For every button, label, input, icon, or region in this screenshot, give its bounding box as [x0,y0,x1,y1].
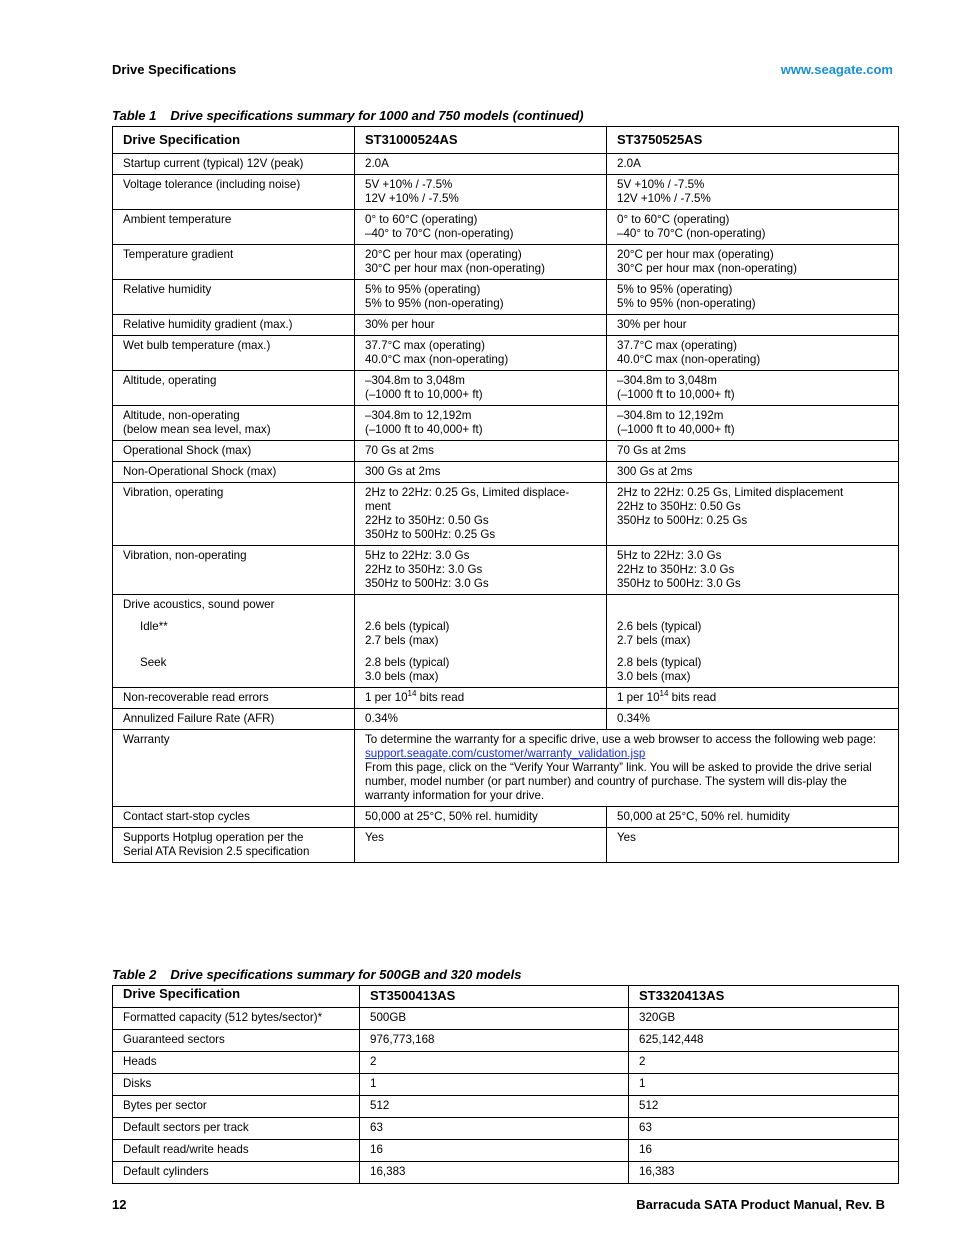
cell-line: 30°C per hour max (non-operating) [365,262,545,275]
cell-value [355,546,607,595]
row-label: Non-Operational Shock (max) [113,462,355,483]
cell-text: bits read [668,691,717,704]
cell-text: bits read [416,691,465,704]
table-row [113,1140,899,1162]
table-row [113,595,899,688]
cell-line: Supports Hotplug operation per the [123,831,304,844]
table-row [113,336,899,371]
cell-line: 22Hz to 350Hz: 3.0 Gs [365,563,483,576]
cell-value: Yes [355,828,607,863]
cell-line: 20°C per hour max (operating) [617,248,774,261]
warranty-text [355,730,899,807]
table-row [113,406,899,441]
cell-line: 2.6 bels (typical) [365,620,450,633]
cell-text: To determine the warranty for a specific drive, use a web browser to access the following web page: [365,733,877,746]
cell-value [355,175,607,210]
column-header: ST3500413AS [360,986,629,1008]
cell-line: (–1000 ft to 40,000+ ft) [617,423,735,436]
cell-text: 1 per 10 [617,691,660,704]
column-header: ST3750525AS [607,127,899,154]
cell-line: 5% to 95% (operating) [365,283,481,296]
row-label [113,406,355,441]
cell-line: 30°C per hour max (non-operating) [617,262,797,275]
cell-value: 16,383 [360,1162,629,1184]
cell-value: 1 [629,1074,899,1096]
exponent: 14 [659,689,669,699]
cell-value [607,483,899,546]
table-row [113,371,899,406]
row-label: Operational Shock (max) [113,441,355,462]
table1 [112,126,899,863]
table-row [113,828,899,863]
cell-line: Idle** [140,620,168,633]
table-row [113,462,899,483]
cell-value: 300 Gs at 2ms [355,462,607,483]
cell-value: 512 [360,1096,629,1118]
row-label: Contact start-stop cycles [113,807,355,828]
cell-value: 30% per hour [607,315,899,336]
table-row [113,441,899,462]
document-title: Barracuda SATA Product Manual, Rev. B [636,1197,885,1212]
row-label: Bytes per sector [113,1096,360,1118]
page-number: 12 [112,1197,127,1212]
cell-value [607,595,899,688]
cell-line: 2.7 bels (max) [365,634,439,647]
cell-value: 0.34% [607,709,899,730]
table-row [113,709,899,730]
column-header: Drive Specification [113,127,355,154]
row-label: Disks [113,1074,360,1096]
cell-line: (–1000 ft to 40,000+ ft) [365,423,483,436]
cell-value: 2 [629,1052,899,1074]
cell-line: Altitude, non-operating [123,409,240,422]
cell-line: (–1000 ft to 10,000+ ft) [617,388,735,401]
cell-line: (–1000 ft to 10,000+ ft) [365,388,483,401]
cell-line: –304.8m to 12,192m [365,409,472,422]
cell-line: 350Hz to 500Hz: 0.25 Gs [617,514,748,527]
cell-value: 512 [629,1096,899,1118]
warranty-paragraph: From this page, click on the “Verify Your Warranty” link. You will be asked to provide the drive serial number, model number (or part number) and country of purchase. The system will dis-play the warranty information for your drive. [365,761,872,802]
table-row [113,175,899,210]
cell-value: 70 Gs at 2ms [607,441,899,462]
row-label: Default read/write heads [113,1140,360,1162]
cell-line: 5V +10% / -7.5% [617,178,705,191]
table1-number: Table 1 [112,108,157,123]
table-row [113,1008,899,1030]
table1-caption [112,108,584,123]
cell-text: 1 per 10 [365,691,408,704]
table-row [113,210,899,245]
row-label: Non-recoverable read errors [113,688,355,709]
table-row [113,688,899,709]
row-label: Ambient temperature [113,210,355,245]
warranty-paragraph [365,733,888,761]
column-header: ST3320413AS [629,986,899,1008]
cell-value: 16 [629,1140,899,1162]
table2-body [113,1008,899,1184]
cell-line: 22Hz to 350Hz: 3.0 Gs [617,563,735,576]
table-row [113,1052,899,1074]
warranty-link[interactable]: support.seagate.com/customer/warranty_validation.jsp [365,747,646,760]
cell-line: 2Hz to 22Hz: 0.25 Gs, Limited displace- [365,486,570,499]
cell-value: 2.0A [355,154,607,175]
cell-value: 63 [629,1118,899,1140]
cell-value: 30% per hour [355,315,607,336]
cell-line: (below mean sea level, max) [123,423,271,436]
cell-value [355,595,607,688]
cell-value: 2 [360,1052,629,1074]
table-row [113,154,899,175]
table2-title: Drive specifications summary for 500GB and 320 models [170,967,522,982]
cell-value: 50,000 at 25°C, 50% rel. humidity [607,807,899,828]
table-row [113,245,899,280]
cell-line: –304.8m to 12,192m [617,409,724,422]
row-label: Temperature gradient [113,245,355,280]
cell-line: –40° to 70°C (non-operating) [617,227,766,240]
table-row [113,807,899,828]
cell-line: 2.8 bels (typical) [365,656,450,669]
table-row [113,1096,899,1118]
cell-line: 3.0 bels (max) [365,670,439,683]
cell-line: 5% to 95% (non-operating) [617,297,756,310]
cell-line: 2.7 bels (max) [617,634,691,647]
cell-value: 70 Gs at 2ms [355,441,607,462]
cell-value: 63 [360,1118,629,1140]
running-header-section: Drive Specifications [112,62,237,77]
row-label: Vibration, operating [113,483,355,546]
row-label: Vibration, non-operating [113,546,355,595]
cell-line: 5V +10% / -7.5% [365,178,453,191]
table-row [113,1118,899,1140]
table1-title: Drive specifications summary for 1000 and 750 models (continued) [170,108,584,123]
cell-value [607,175,899,210]
column-header: Drive Specification [113,986,360,1008]
cell-line: 2Hz to 22Hz: 0.25 Gs, Limited displacement [617,486,844,499]
cell-line: 0° to 60°C (operating) [365,213,478,226]
cell-value [607,210,899,245]
row-label: Voltage tolerance (including noise) [113,175,355,210]
cell-line: ment [365,500,391,513]
cell-line: 350Hz to 500Hz: 0.25 Gs [365,528,496,541]
cell-value [607,245,899,280]
cell-value: 16 [360,1140,629,1162]
cell-line: 40.0°C max (non-operating) [365,353,509,366]
cell-value [355,483,607,546]
table-row [113,1030,899,1052]
cell-value: 320GB [629,1008,899,1030]
table-row [113,730,899,807]
cell-value [607,336,899,371]
row-label: Formatted capacity (512 bytes/sector)* [113,1008,360,1030]
cell-line: Seek [140,656,167,669]
table2 [112,985,899,1184]
cell-value [355,406,607,441]
cell-value [355,245,607,280]
cell-line: 5Hz to 22Hz: 3.0 Gs [365,549,470,562]
running-header-website: www.seagate.com [780,62,893,77]
cell-line: 2.6 bels (typical) [617,620,702,633]
cell-value [355,210,607,245]
cell-value [355,688,607,709]
cell-line: 40.0°C max (non-operating) [617,353,761,366]
row-label: Relative humidity gradient (max.) [113,315,355,336]
cell-line: Drive acoustics, sound power [123,598,275,611]
cell-line: 37.7°C max (operating) [617,339,737,352]
cell-value: 1 [360,1074,629,1096]
row-label [113,828,355,863]
table-row [113,315,899,336]
exponent: 14 [407,689,417,699]
row-label: Wet bulb temperature (max.) [113,336,355,371]
cell-value: 0.34% [355,709,607,730]
table1-header-row [113,127,899,154]
cell-line: 350Hz to 500Hz: 3.0 Gs [617,577,741,590]
cell-line: 5% to 95% (operating) [617,283,733,296]
cell-line: 5Hz to 22Hz: 3.0 Gs [617,549,722,562]
table-row [113,483,899,546]
cell-line: 5% to 95% (non-operating) [365,297,504,310]
row-label: Relative humidity [113,280,355,315]
row-label: Warranty [113,730,355,807]
cell-line: 12V +10% / -7.5% [617,192,711,205]
cell-line: 20°C per hour max (operating) [365,248,522,261]
table-row [113,1074,899,1096]
cell-line: 350Hz to 500Hz: 3.0 Gs [365,577,489,590]
cell-line: –304.8m to 3,048m [365,374,465,387]
table2-number: Table 2 [112,967,157,982]
cell-value [607,371,899,406]
cell-value: 500GB [360,1008,629,1030]
cell-value: Yes [607,828,899,863]
cell-line: –304.8m to 3,048m [617,374,717,387]
cell-line: –40° to 70°C (non-operating) [365,227,514,240]
cell-line: 0° to 60°C (operating) [617,213,730,226]
row-label: Altitude, operating [113,371,355,406]
cell-value: 625,142,448 [629,1030,899,1052]
row-label: Default cylinders [113,1162,360,1184]
row-label: Startup current (typical) 12V (peak) [113,154,355,175]
cell-line: 37.7°C max (operating) [365,339,485,352]
table-row [113,546,899,595]
cell-value [607,406,899,441]
cell-line: 2.8 bels (typical) [617,656,702,669]
cell-value [607,546,899,595]
column-header: ST31000524AS [355,127,607,154]
table2-caption [112,967,521,982]
cell-line: Serial ATA Revision 2.5 specification [123,845,310,858]
cell-value: 300 Gs at 2ms [607,462,899,483]
cell-value [355,280,607,315]
cell-value: 16,383 [629,1162,899,1184]
cell-line: 22Hz to 350Hz: 0.50 Gs [365,514,489,527]
cell-value: 2.0A [607,154,899,175]
row-label [113,595,355,688]
cell-value: 976,773,168 [360,1030,629,1052]
table-row [113,1162,899,1184]
cell-line: 22Hz to 350Hz: 0.50 Gs [617,500,741,513]
cell-value: 50,000 at 25°C, 50% rel. humidity [355,807,607,828]
row-label: Guaranteed sectors [113,1030,360,1052]
cell-value [607,280,899,315]
row-label: Annulized Failure Rate (AFR) [113,709,355,730]
table-row [113,280,899,315]
row-label: Heads [113,1052,360,1074]
row-label: Default sectors per track [113,1118,360,1140]
cell-value [355,336,607,371]
cell-line: 12V +10% / -7.5% [365,192,459,205]
cell-line: 3.0 bels (max) [617,670,691,683]
cell-value [607,688,899,709]
cell-value [355,371,607,406]
table2-header-row [113,986,899,1008]
